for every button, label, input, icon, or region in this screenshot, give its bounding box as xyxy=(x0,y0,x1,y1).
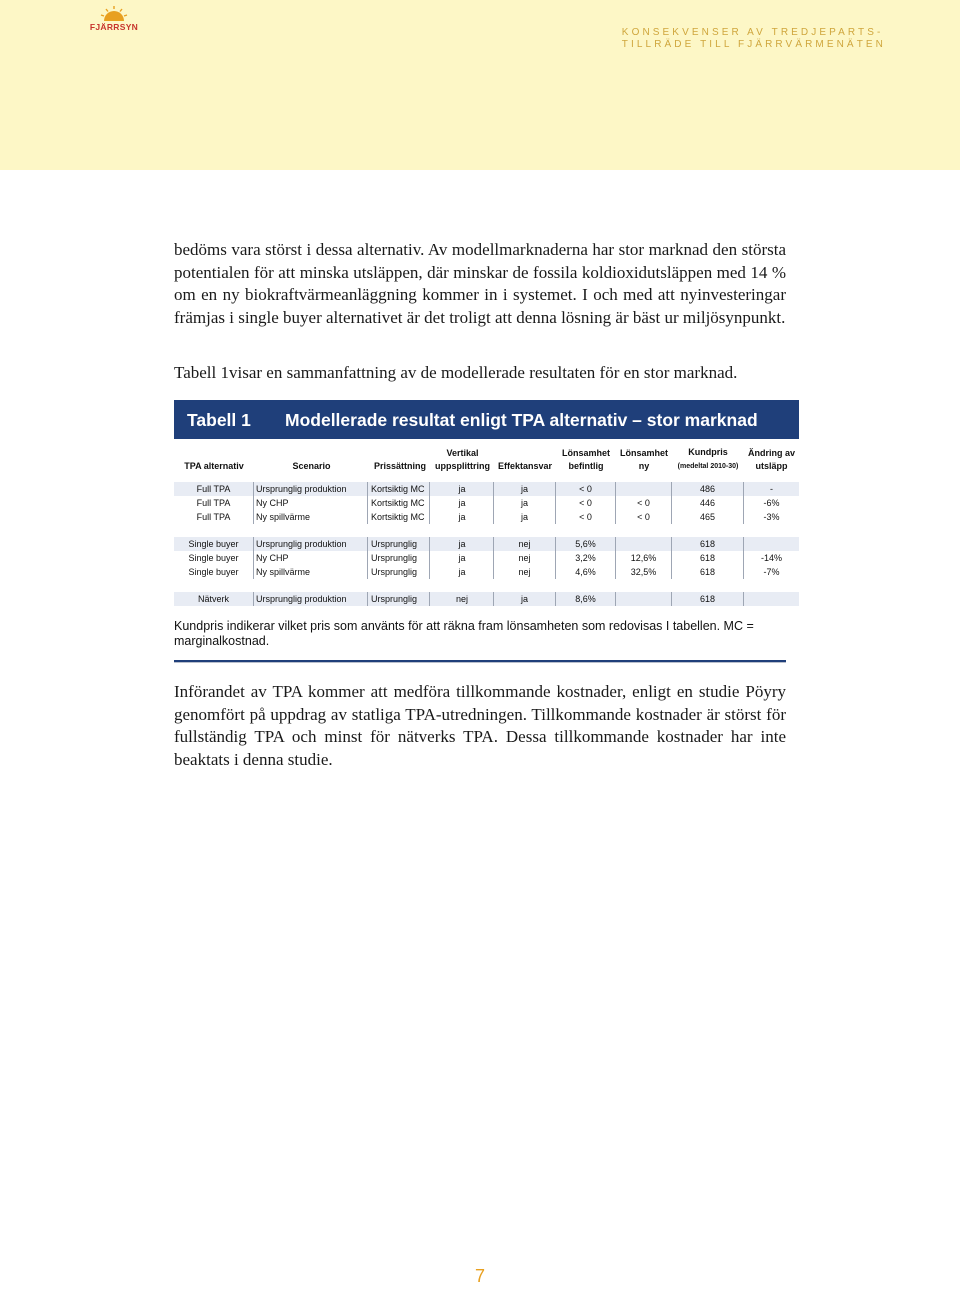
header-lonsamhet-ny: Lönsamhet ny xyxy=(619,448,668,471)
table-cell: 3,2% xyxy=(556,551,616,565)
table-cell: < 0 xyxy=(556,510,616,524)
document-title-line-1: KONSEKVENSER AV TREDJEPARTS- xyxy=(621,27,884,38)
header-scenario: Scenario xyxy=(292,461,331,471)
header-kundpris: Kundpris (medeltal 2010-30) xyxy=(677,447,739,470)
table-cell: -6% xyxy=(763,498,780,508)
table-cell: 618 xyxy=(672,565,744,579)
table-title: Modellerade resultat enligt TPA alternativ – stor marknad xyxy=(285,410,758,430)
table-cell xyxy=(744,592,799,606)
table-cell: -3% xyxy=(763,512,780,522)
table-cell: nej xyxy=(431,592,494,606)
table-cell: nej xyxy=(494,565,556,579)
table-cell: Single buyer xyxy=(174,551,254,565)
table-cell: 465 xyxy=(672,510,744,524)
table-cell: nej xyxy=(494,537,556,551)
table-cell: Kortsiktig MC xyxy=(369,496,430,510)
table-cell xyxy=(616,537,672,551)
body-paragraph-3: Införandet av TPA kommer att medföra tillkommande kostnader, enligt en studie Pöyry genomfört på uppdrag av statliga TPA-utredningen. Tillkommande kostnader är störst för fullständig TPA och minst för nätverks TPA. Dessa tillkommande kostnader har inte beaktats i denna studie. xyxy=(174,682,786,769)
table-cell: ja xyxy=(431,496,494,510)
table-cell: ja xyxy=(494,482,556,496)
table-row xyxy=(174,551,799,565)
header-andring: Ändring av utsläpp xyxy=(747,448,795,471)
table-cell: 486 xyxy=(672,482,744,496)
page-number: 7 xyxy=(474,1266,485,1286)
results-table xyxy=(174,447,799,606)
header-prissattning: Prissättning xyxy=(373,461,426,471)
page-header xyxy=(0,0,960,170)
table-row xyxy=(174,482,799,496)
table-cell: 12,6% xyxy=(616,551,672,565)
table-number: Tabell 1 xyxy=(187,410,251,430)
table-cell: Ursprunglig produktion xyxy=(254,482,368,496)
table-cell xyxy=(616,592,672,606)
table-cell: ja xyxy=(431,551,494,565)
table-cell: Single buyer xyxy=(174,565,254,579)
body-paragraph-1: bedöms vara störst i dessa alternativ. Av modellmarknaderna har stor marknad den största potentialen för att minska utsläppen, där minskar de fossila koldioxidutsläppen med 14 % om en ny biokraftvärmeanläggning kommer in i systemet. I och med att nyinvesteringar främjas i single buyer alternativet är det troligt att denna lösning är bäst ur miljösynpunkt. xyxy=(174,240,786,327)
divider-shadow xyxy=(174,662,786,663)
table-cell: Kortsiktig MC xyxy=(369,482,430,496)
table-row xyxy=(174,592,799,606)
header-vertikal: Vertikal uppsplittring xyxy=(435,448,490,471)
table-cell xyxy=(744,537,799,551)
table-cell: ja xyxy=(431,565,494,579)
table-cell xyxy=(616,482,672,496)
table-cell: < 0 xyxy=(556,482,616,496)
table-cell: ja xyxy=(494,510,556,524)
header-effektansvar: Effektansvar xyxy=(497,461,553,471)
table-cell: 618 xyxy=(672,537,744,551)
table-cell: 618 xyxy=(672,592,744,606)
table-header-row xyxy=(174,447,799,477)
document-title-line-2: TILLRÄDE TILL FJÄRRVÄRMENÄTEN xyxy=(621,39,886,50)
table-cell: < 0 xyxy=(556,496,616,510)
table-row xyxy=(174,565,799,579)
table-cell: Ursprunglig xyxy=(369,537,430,551)
table-cell: 32,5% xyxy=(616,565,672,579)
table-cell: ja xyxy=(431,482,494,496)
table-cell: Kortsiktig MC xyxy=(369,510,430,524)
table-cell: - xyxy=(770,484,773,494)
table-cell: 5,6% xyxy=(556,537,616,551)
table-cell: Ny spillvärme xyxy=(254,510,368,524)
table-cell: Ursprunglig xyxy=(369,565,430,579)
table-cell: 8,6% xyxy=(556,592,616,606)
table-cell: Ursprunglig xyxy=(369,551,430,565)
table-cell: ja xyxy=(494,592,556,606)
table-cell: 618 xyxy=(672,551,744,565)
table-row xyxy=(174,537,799,551)
table-cell: Ny CHP xyxy=(254,496,368,510)
fjarrsyn-logo xyxy=(84,6,144,36)
table-banner xyxy=(174,400,799,439)
table-cell: -14% xyxy=(760,553,782,563)
header-lonsamhet-befintlig: Lönsamhet befintlig xyxy=(561,448,610,471)
table-row xyxy=(174,496,799,510)
table-cell: ja xyxy=(431,510,494,524)
table-cell: Full TPA xyxy=(174,496,254,510)
table-cell: Ursprunglig produktion xyxy=(254,537,368,551)
table-cell: < 0 xyxy=(616,496,672,510)
table-cell: < 0 xyxy=(616,510,672,524)
table-cell: Ny spillvärme xyxy=(254,565,368,579)
table-row xyxy=(174,510,799,524)
sun-icon xyxy=(100,6,128,22)
table-cell: 4,6% xyxy=(556,565,616,579)
header-tpa: TPA alternativ xyxy=(184,461,244,471)
logo-text: FJÄRRSYN xyxy=(89,22,139,32)
table-caption: Kundpris indikerar vilket pris som använts för att räkna fram lönsamheten som redovisas I tabellen. MC = marginalkostnad. xyxy=(174,619,754,648)
table-cell: Full TPA xyxy=(174,510,254,524)
table-cell: Ursprunglig xyxy=(369,592,430,606)
table-cell: 446 xyxy=(672,496,744,510)
table-cell: -7% xyxy=(763,567,780,577)
document-title xyxy=(622,27,886,51)
table-cell: Ny CHP xyxy=(254,551,368,565)
table-cell: Single buyer xyxy=(174,537,254,551)
table-cell: ja xyxy=(431,537,494,551)
table-cell: nej xyxy=(494,551,556,565)
table-cell: Full TPA xyxy=(174,482,254,496)
table-cell: Nätverk xyxy=(174,592,254,606)
body-paragraph-2: Tabell 1visar en sammanfattning av de modellerade resultaten för en stor marknad. xyxy=(174,363,738,382)
table-cell: ja xyxy=(494,496,556,510)
table-cell: Ursprunglig produktion xyxy=(254,592,368,606)
